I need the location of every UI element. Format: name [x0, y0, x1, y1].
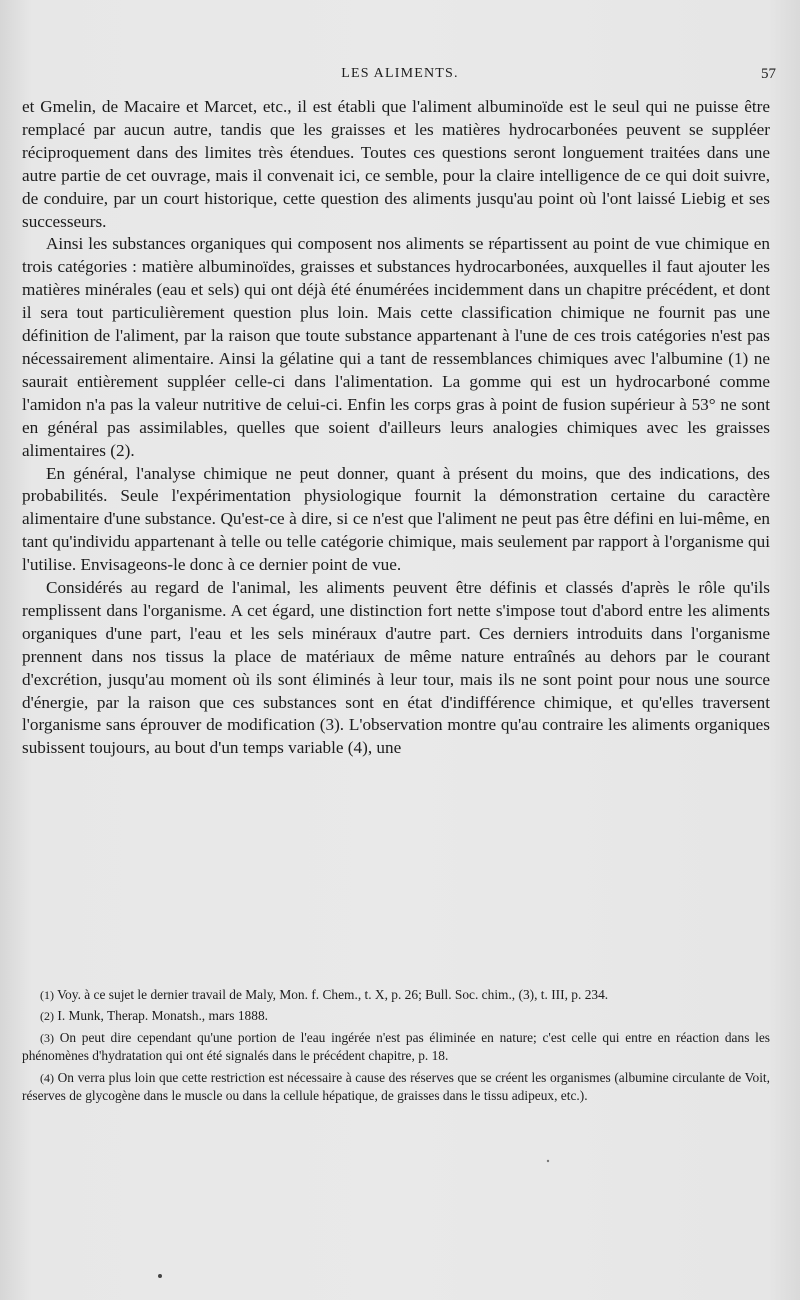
- running-head: LES ALIMENTS.: [341, 66, 459, 81]
- ink-speck: [547, 1160, 549, 1162]
- paragraph: En général, l'analyse chimique ne peut donner, quant à présent du moins, que des indications, des probabilités. Seule l'expérimentation physiologique fournit la démonstration certaine du caractère alimentaire d'une substance. Qu'est-ce à dire, si ce n'est que l'aliment ne peut pas être défini en lui-même, en tant qu'individu appartenant à telle ou telle catégorie chimique, mais seulement par rapport à l'organisme qui l'utilise. Envisageons-le donc à ce dernier point de vue.: [22, 463, 770, 575]
- footnote-text: I. Munk, Therap. Monatsh., mars 1888.: [57, 1008, 268, 1024]
- footnote-text: On verra plus loin que cette restriction est nécessaire à cause des réserves que se créent les organismes (albumine circulante de Voit, réserves de glycogène dans le muscle ou dans la cellule hépatique, de graisses dans le tissu adipeux, etc.).: [22, 1069, 770, 1104]
- page-number: 57: [761, 66, 776, 82]
- paragraph: et Gmelin, de Macaire et Marcet, etc., il est établi que l'aliment albuminoïde est le seul qui ne puisse être remplacé par aucun autre, tandis que les graisses et les matières hydrocarbonées peuvent se suppléer réciproquement dans des limites très étendues. Toutes ces questions seront longuement traitées dans une autre partie de cet ouvrage, mais il convenait ici, ce semble, pour la claire intelligence de ce qui doit suivre, de conduire, par un court historique, cette question des aliments jusqu'au point où l'ont laissé Liebig et ses successeurs.: [22, 97, 770, 231]
- footnote-mark: (1): [40, 988, 54, 1002]
- footnote-mark: (2): [40, 1009, 54, 1024]
- footnote-mark: (3): [40, 1030, 54, 1045]
- paragraph: Considérés au regard de l'animal, les aliments peuvent être définis et classés d'après le rôle qu'ils remplissent dans l'organisme. A cet égard, une distinction fort nette s'impose tout d'abord entre les aliments organiques d'une part, l'eau et les sels minéraux d'autre part. Ces derniers introduits dans l'organisme prennent dans nos tissus la place de matériaux de même nature entraînés au dehors par le courant d'excrétion, jusqu'au moment où ils sont éliminés à leur tour, mais ils ne sont point pour nous une source d'énergie, par la raison que ces substances sont en état d'indifférence chimique, et qu'elles traversent l'organisme sans éprouver de modification (3). L'observation montre qu'au contraire les aliments organiques subissent toujours, au bout d'un temps variable (4), une: [22, 578, 770, 758]
- ink-speck: [158, 1274, 162, 1278]
- footnote-mark: (4): [40, 1070, 54, 1085]
- footnote-text: Voy. à ce sujet le dernier travail de Maly, Mon. f. Chem., t. X, p. 26; Bull. Soc. chim., (3), t. III, p. 234.: [57, 987, 609, 1002]
- paragraph: Ainsi les substances organiques qui composent nos aliments se répartissent au point de vue chimique en trois catégories : matière albuminoïdes, graisses et substances hydrocarbonées, auxquelles il faut ajouter les matières minérales (eau et sels) qui ont déjà été énumérées incidemment dans un chapitre précédent, et dont il sera tout particulièrement question plus loin. Mais cette classification chimique ne fournit pas une définition de l'aliment, par la raison que toute substance appartenant à l'une de ces trois catégories n'est pas nécessairement alimentaire. Ainsi la gélatine qui a tant de ressemblances chimiques avec l'albumine (1) ne saurait entièrement suppléer celle-ci dans l'alimentation. La gomme qui est un hydrocarboné comme l'amidon n'a pas la valeur nutritive de celui-ci. Enfin les corps gras à point de fusion supérieur à 53° ne sont en général pas assimilables, quelles que soient d'ailleurs leurs analogies chimiques avec les graisses alimentaires (2).: [22, 234, 770, 460]
- footnote-text: On peut dire cependant qu'une portion de l'eau ingérée n'est pas éliminée en nature; c'est celle qui entre en réaction dans les phénomènes d'hydratation qui ont été signalés dans le précédent chapitre, p. 18.: [22, 1029, 770, 1064]
